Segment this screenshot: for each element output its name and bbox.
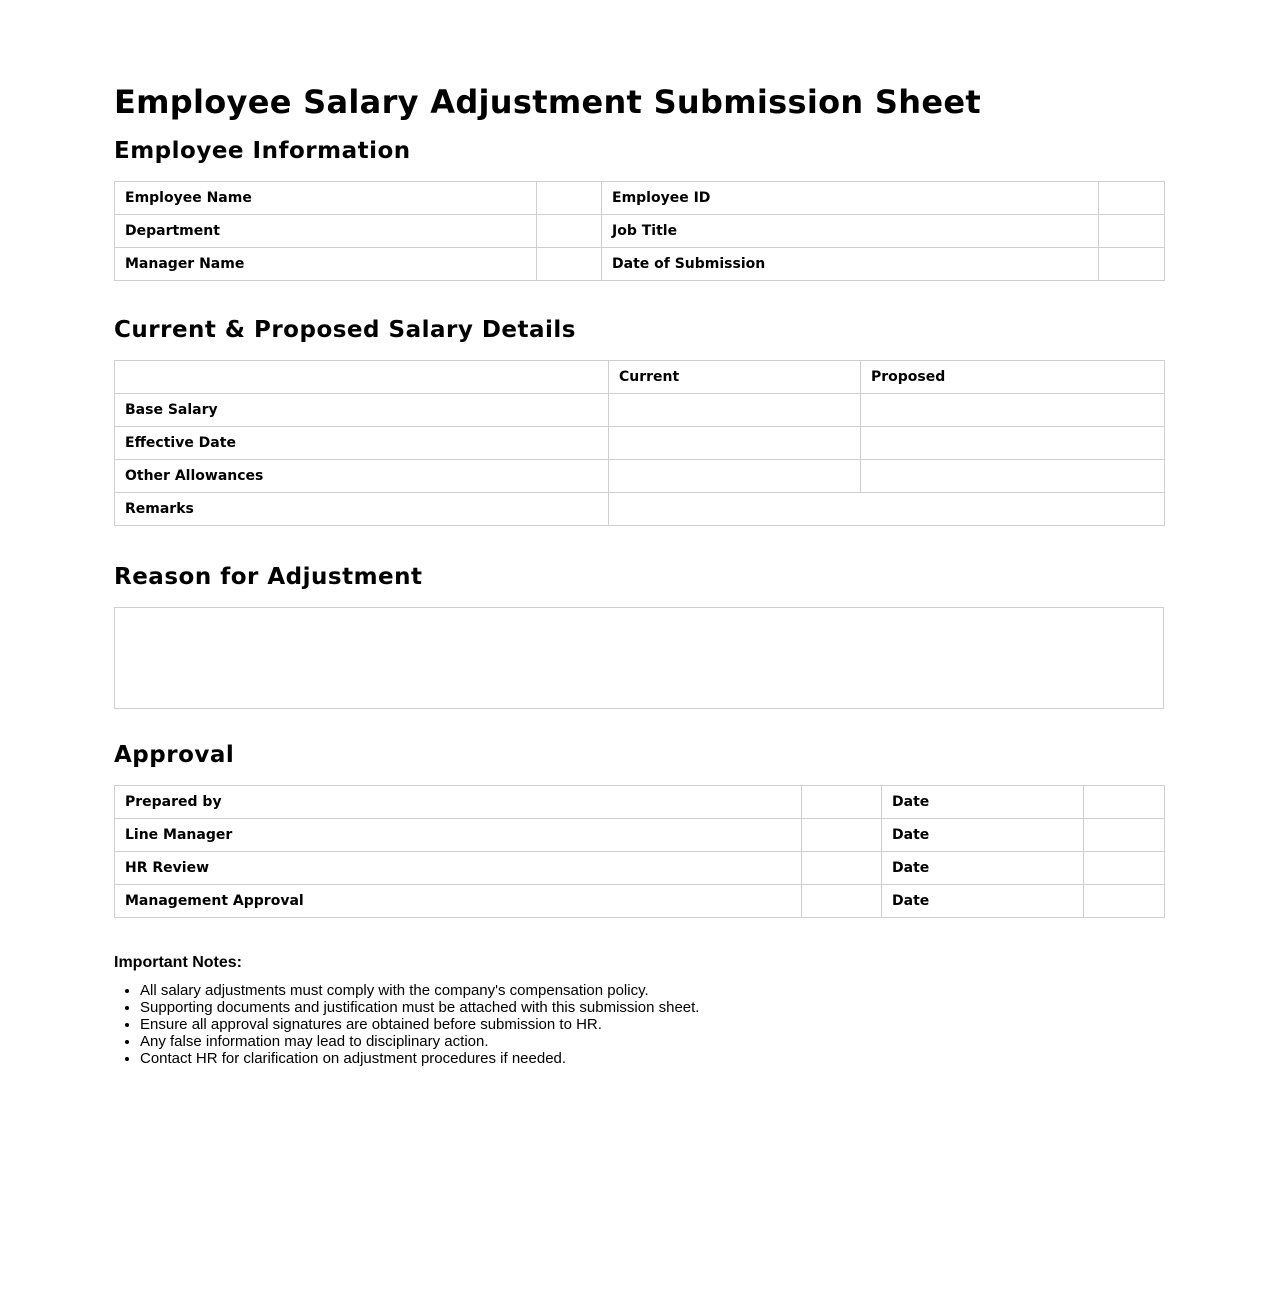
table-row — [115, 885, 1165, 918]
manager-name-label: Manager Name — [115, 248, 537, 281]
table-row — [115, 215, 1165, 248]
list-item: • Contact HR for clarification on adjustment procedures if needed. — [140, 1050, 699, 1067]
line-manager-label: Line Manager — [115, 819, 802, 852]
hr-review-label: HR Review — [115, 852, 802, 885]
salary-details-heading: Current & Proposed Salary Details — [114, 317, 577, 343]
prepared-by-date-label: Date — [882, 786, 1084, 819]
table-header-row — [115, 361, 1165, 394]
line-manager-date-field[interactable] — [1084, 819, 1165, 852]
column-header-proposed: Proposed — [861, 361, 1165, 394]
table-row — [115, 427, 1165, 460]
prepared-by-label: Prepared by — [115, 786, 802, 819]
list-item: • Supporting documents and justification must be attached with this submission sheet. — [140, 999, 699, 1016]
effective-date-label: Effective Date — [115, 427, 609, 460]
prepared-by-date-field[interactable] — [1084, 786, 1165, 819]
employee-name-label: Employee Name — [115, 182, 537, 215]
hr-review-date-field[interactable] — [1084, 852, 1165, 885]
list-item: • All salary adjustments must comply with the company's compensation policy. — [140, 982, 699, 999]
prepared-by-signature-field[interactable] — [802, 786, 882, 819]
reason-heading: Reason for Adjustment — [114, 564, 423, 590]
manager-name-field[interactable] — [537, 248, 602, 281]
employee-info-heading: Employee Information — [114, 138, 411, 164]
employee-id-label: Employee ID — [602, 182, 1099, 215]
other-allowances-current-field[interactable] — [609, 460, 861, 493]
table-row — [115, 460, 1165, 493]
notes-list — [114, 982, 699, 1067]
base-salary-proposed-field[interactable] — [861, 394, 1165, 427]
management-approval-date-field[interactable] — [1084, 885, 1165, 918]
management-approval-label: Management Approval — [115, 885, 802, 918]
table-row — [115, 394, 1165, 427]
table-row — [115, 493, 1165, 526]
effective-date-proposed-field[interactable] — [861, 427, 1165, 460]
date-of-submission-label: Date of Submission — [602, 248, 1099, 281]
remarks-label: Remarks — [115, 493, 609, 526]
table-row — [115, 852, 1165, 885]
table-row — [115, 182, 1165, 215]
table-row — [115, 786, 1165, 819]
employee-info-table — [114, 181, 1165, 281]
reason-textarea[interactable] — [114, 607, 1164, 709]
effective-date-current-field[interactable] — [609, 427, 861, 460]
line-manager-signature-field[interactable] — [802, 819, 882, 852]
salary-details-table — [114, 360, 1165, 526]
job-title-label: Job Title — [602, 215, 1099, 248]
employee-name-field[interactable] — [537, 182, 602, 215]
other-allowances-proposed-field[interactable] — [861, 460, 1165, 493]
list-item: • Any false information may lead to disciplinary action. — [140, 1033, 699, 1050]
management-approval-date-label: Date — [882, 885, 1084, 918]
line-manager-date-label: Date — [882, 819, 1084, 852]
base-salary-label: Base Salary — [115, 394, 609, 427]
column-header-current: Current — [609, 361, 861, 394]
table-row — [115, 248, 1165, 281]
approval-table — [114, 785, 1165, 918]
date-of-submission-field[interactable] — [1099, 248, 1165, 281]
notes-heading: Important Notes: — [114, 954, 242, 971]
job-title-field[interactable] — [1099, 215, 1165, 248]
remarks-field[interactable] — [609, 493, 1165, 526]
approval-heading: Approval — [114, 742, 235, 768]
other-allowances-label: Other Allowances — [115, 460, 609, 493]
employee-id-field[interactable] — [1099, 182, 1165, 215]
hr-review-signature-field[interactable] — [802, 852, 882, 885]
department-label: Department — [115, 215, 537, 248]
department-field[interactable] — [537, 215, 602, 248]
page-title: Employee Salary Adjustment Submission Sheet — [114, 83, 981, 121]
table-row — [115, 819, 1165, 852]
list-item: • Ensure all approval signatures are obtained before submission to HR. — [140, 1016, 699, 1033]
management-approval-signature-field[interactable] — [802, 885, 882, 918]
base-salary-current-field[interactable] — [609, 394, 861, 427]
column-header-blank — [115, 361, 609, 394]
hr-review-date-label: Date — [882, 852, 1084, 885]
